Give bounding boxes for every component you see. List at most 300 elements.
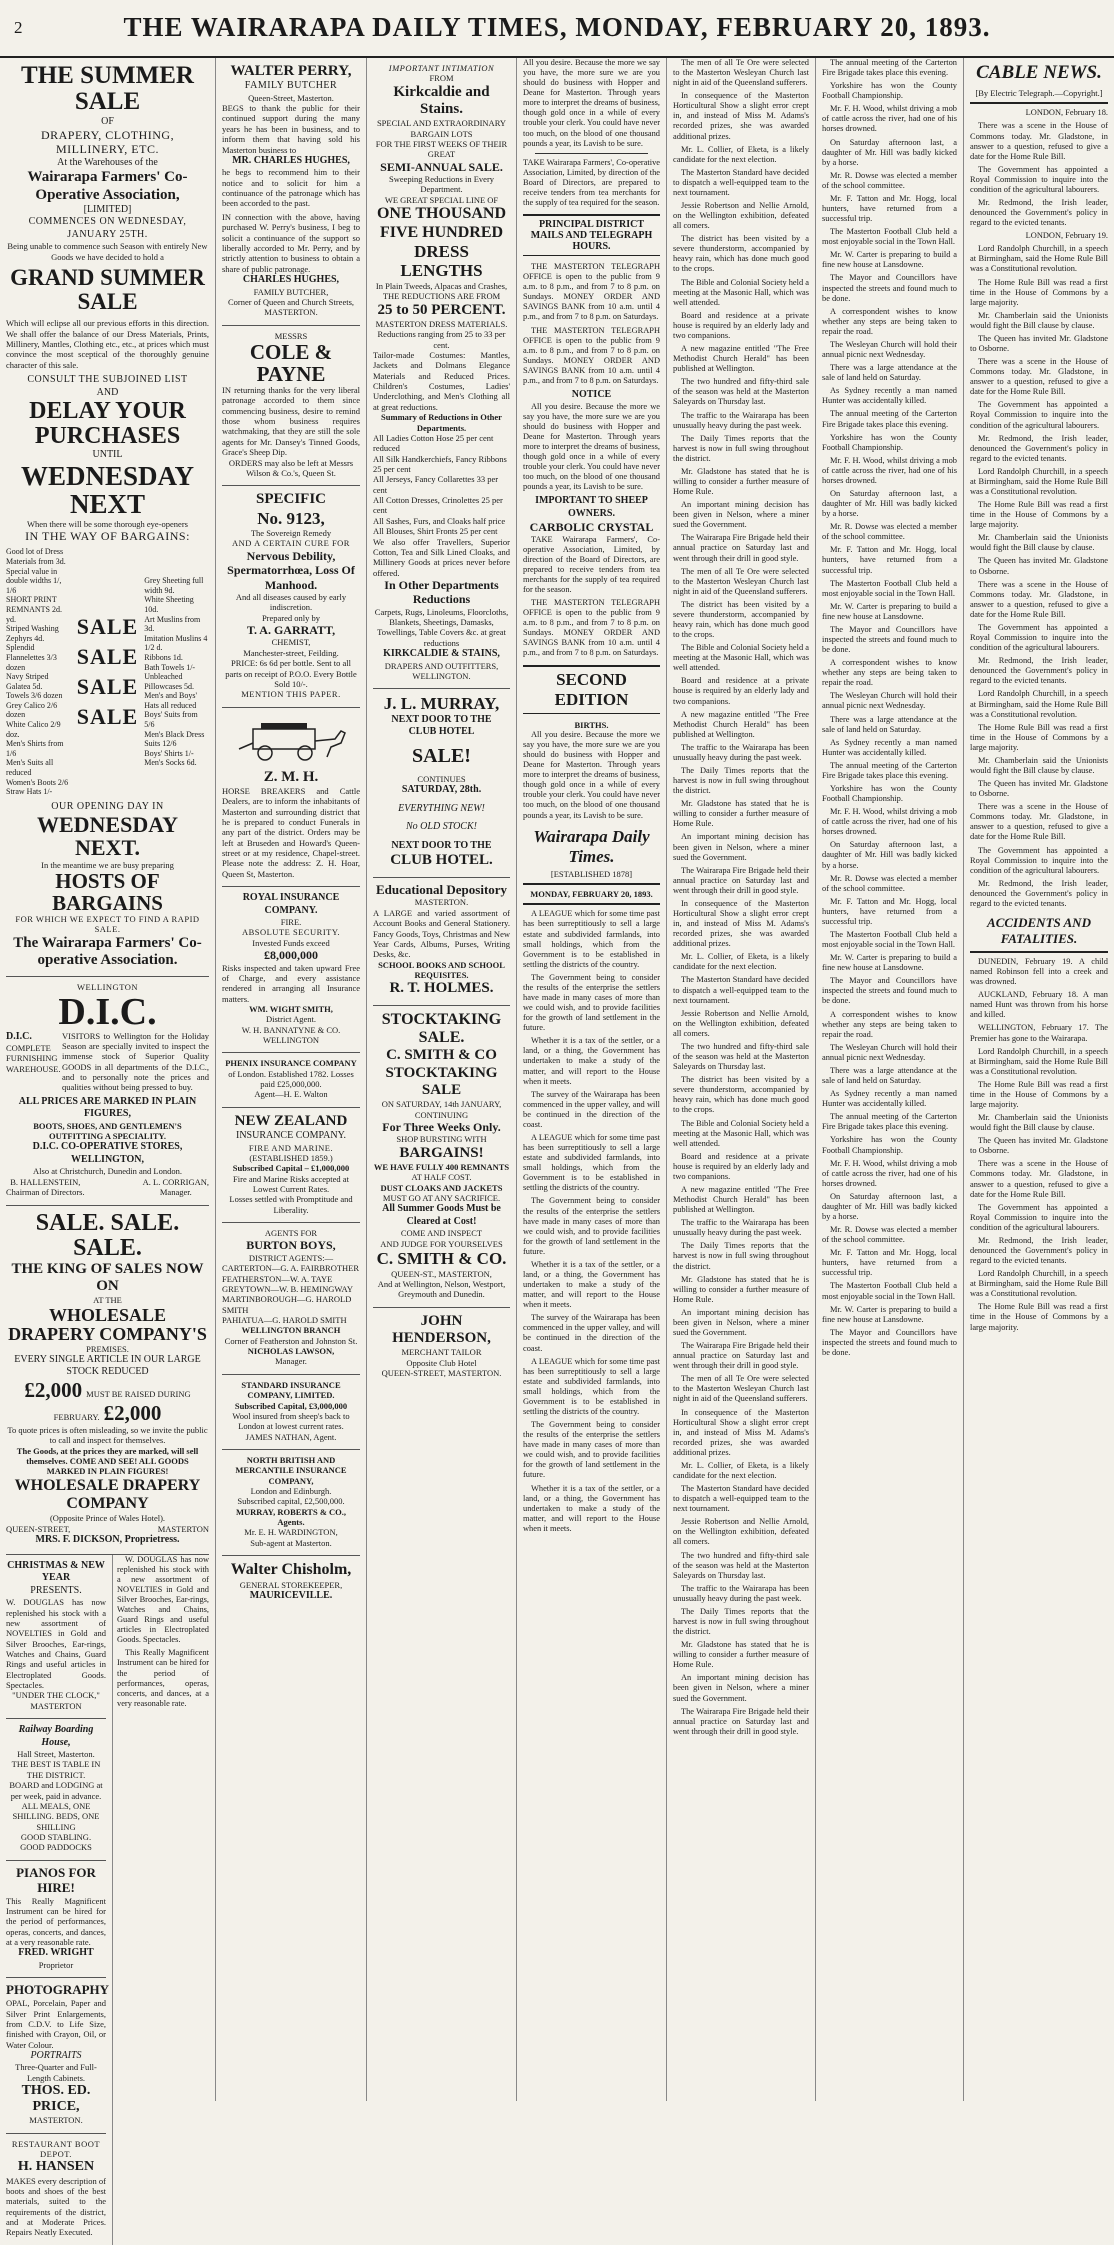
murray-next: NEXT DOOR TO THE [391,713,492,725]
stocktaking-continuing: CONTINUING [414,1109,469,1120]
xmas-hosp: "UNDER THE CLOCK," [12,1690,100,1701]
dic-sign-left-name: B. HALLENSTEIN, [10,1176,81,1187]
news-para: Board and residence at a private house is required by an elderly lady and two companions. [673,1151,809,1181]
murray-saturday: SATURDAY, 28th. [401,784,482,796]
agents-mrole: Manager. [275,1356,307,1367]
photo-price: Three-Quarter and Full-Length Cabinets. [15,2062,97,2083]
imp-for: FOR THE FIRST WEEKS OF THEIR GREAT [375,138,508,160]
stocktaking-remnants: WE HAVE FULLY 400 REMNANTS [373,1161,510,1172]
editorial-para: The Government being to consider the results of the enterprise the settlers have made in many cases of more than we could wish, and to provide facilities for the growth of land settlement in the future. [523,1420,660,1480]
royal-also: W. H. BANNATYNE & CO. WELLINGTON [241,1024,341,1046]
divider [523,903,660,905]
bootdepot-title: RESTAURANT BOOT DEPOT. [11,2138,101,2160]
imp-masterton: MASTERTON DRESS MATERIALS. [375,318,508,329]
news-para: Mr. F. Tatton and Mr. Hogg, local hunters, have returned from a successful trip. [822,545,957,575]
photo-title: PHOTOGRAPHY [6,1982,110,1998]
news-para: The men of all Te Ore were selected to the Masterton Wesleyan Church last night in aid of the Queensland sufferers. [673,58,809,88]
news-para: The district has been visited by a severe thunderstorm, accompanied by heavy rain, which has done much good to the crops. [673,1075,809,1115]
henderson-place: Opposite Club Hotel [406,1357,477,1368]
news-para: Mr. W. Carter is preparing to build a fine new house at Lansdowne. [822,953,957,973]
dic-sign-left [6,1177,85,1198]
cable-dateline: LONDON, February 19. [1025,231,1108,241]
news-para: The Bible and Colonial Society held a meeting at the Masonic Hall, which was well attended. [673,1118,809,1148]
news-para: Yorkshire has won the County Football Championship. [822,432,957,452]
news-para: Mr. W. Carter is preparing to build a fine new house at Lansdowne. [822,1304,957,1324]
news-para: On Saturday afternoon last, a daughter of Mr. Hill was badly kicked by a horse. [822,488,957,519]
news-para: Mr. Gladstone has stated that he is willing to consider a further measure of Home Rule. [673,1640,809,1670]
stocktaking-bargains: BARGAINS! [399,1144,484,1161]
bargain-item: Ribbons 1d. [144,652,183,662]
cable-para: Mr. Redmond, the Irish leader, denounced the Government's policy in regard to the evicted tenants. [970,197,1108,228]
news-para: A new magazine entitled "The Free Methodist Church Herald" has been published at Wellington. [673,344,809,374]
news-para: Jessie Robertson and Nellie Arnold, on the Wellington exhibition, defeated all comers. [673,1008,809,1038]
hughes-body: he begs to recommend him to their notice and to solicit for him a continuance of the patronage which has been accorded to the past. [222,167,360,209]
news-para: Jessie Robertson and Nellie Arnold, on the Wellington exhibition, defeated all comers. [673,201,809,231]
news-para: The Wairarapa Fire Brigade held their annual practice on Saturday last and went through their drill in good style. [673,865,809,895]
news-para: There was a large attendance at the sale of land held on Saturday. [822,714,957,734]
dic-sign-right [143,1177,209,1198]
news-para: Jessie Robertson and Nellie Arnold, on the Wellington exhibition, defeated all comers. [673,1517,809,1547]
news-para: The men of all Te Ore were selected to the Masterton Wesleyan Church last night in aid of the Queensland sufferers. [673,1374,809,1404]
dic-ad [6,977,209,1205]
col1-lower-left [6,1555,110,2245]
cable-para: Lord Randolph Churchill, in a speech at Birmingham, said the Home Rule Bill was a Constitutional revolution. [970,1269,1108,1299]
agents-manager: NICHOLAS LAWSON, [247,1346,335,1357]
phenix-title: PHENIX INSURANCE COMPANY [225,1058,357,1069]
xmas-body: W. DOUGLAS has now replenished his stock with a new assortment of NOVELTIES in Gold and Silver Brooches, Ear-rings, Watches and Chains, Guard Rings and useful articles in Electroplated Goods. Spectacles. [6,1597,106,1691]
stocktaking-queen: QUEEN-ST., MASTERTON, [391,1268,492,1279]
bargain-item: Unbleached Pillowcases 5d. [144,672,195,691]
bargain-item: Bath Towels 1/- [144,662,196,672]
news-para: The annual meeting of the Carterton Fire Brigade takes place this evening. [822,1112,957,1132]
dic-side-labels [6,1030,61,1093]
imp-list [373,433,510,537]
news-para: The Daily Times reports that the harvest is now in full swing throughout the district. [673,766,809,796]
stocktaking-judge: AND JUDGE FOR YOURSELVES [380,1238,503,1249]
bargain-item: Special value in double widths 1/, 1/6 [6,566,62,595]
boarding-all: ALL MEALS, ONE SHILLING. BEDS, ONE SHILLING [12,1800,100,1832]
wholesale-props: MRS. F. DICKSON, Proprietress. [35,1534,180,1546]
news-para: The traffic to the Wairarapa has been unusually heavy during the past week. [673,742,809,762]
royal-agent: WM. WIGHT SMITH, [249,1003,333,1014]
nbm-sub: Sub-agent at Masterton. [250,1537,332,1548]
wholesale-every: EVERY SINGLE ARTICLE IN OUR LARGE STOCK REDUCED [14,1353,201,1378]
boarding-place: Hall Street, Masterton. [17,1749,95,1760]
chisholm-role: GENERAL STOREKEEPER, [239,1579,343,1590]
henderson-name: JOHN HENDERSON, [392,1312,491,1346]
dic-sign-right-role: Manager. [159,1187,192,1198]
bootdepot-body: MAKES every description of boots and shoes of the best materials, suited to the requirements of the district, and at Moderate Prices. Repairs Neatly Executed. [6,2175,106,2238]
news-para: A correspondent wishes to know whether any steps are being taken to repair the road. [822,306,957,336]
stocktaking-three: For Three Weeks Only. [382,1119,501,1134]
divider [535,153,648,154]
bargain-item: Men's Suits all reduced [6,758,54,778]
imp-plain: In Plain Tweeds, Alpacas and Crashes, [375,281,508,291]
cable-para: There was a scene in the House of Commons today. Mr. Gladstone, in answer to a question, refused to give a date for the Home Rule Bill. [970,579,1108,619]
bargain-item: Splendid Flannelettes 3/3 dozen [6,643,57,672]
divider [970,102,1108,104]
imp-special: SPECIAL AND EXTRAORDINARY BARGAIN LOTS [376,118,507,139]
edu-title: Educational Depository [375,881,508,897]
bargain-list-left [6,547,71,796]
perry-role: FAMILY BUTCHER [244,80,338,92]
news-para: The Masterton Standard have decided to dispatch a well-equipped team to the next tournament. [673,975,809,1005]
bargain-item: Boys' Suits from 5/6 [144,710,198,730]
news-para: The Masterton Football Club held a most enjoyable social in the Town Hall. [822,227,957,247]
accidents-heading: ACCIDENTS AND FATALITIES. [987,914,1091,946]
cable-para: Lord Randolph Churchill, in a speech at Birmingham, said the Home Rule Bill was a Constitutional revolution. [970,689,1108,719]
carbolic-heading: CARBOLIC CRYSTAL [529,520,654,535]
births-heading: BIRTHS. [574,719,609,730]
summer-sale-until: UNTIL [92,449,123,461]
editorial-para: A LEAGUE which for some time past has been surreptitiously to sell a large estate and subdivided farmlands, into small holdings, which from the Government is to be established in settling the districts of the country. [523,909,660,969]
summer-sale-subtitle: DRAPERY, CLOTHING, MILLINERY, ETC. [40,128,175,157]
imp-semi: SEMI-ANNUAL SALE. [380,159,503,174]
opening-day: OUR OPENING DAY IN [51,800,164,812]
wholesale-at-the: AT THE [93,1295,122,1306]
column-7 [964,58,1114,2101]
sale-word: SALE [76,704,139,730]
nz-capital: Subscribed Capital – £1,000,000 [232,1163,350,1174]
murray-club: CLUB HOTEL [408,726,475,738]
photo-name: THOS. ED. PRICE, [21,2083,91,2115]
news-para: The annual meeting of the Carterton Fire Brigade takes place this evening. [822,409,957,429]
dic-boots: BOOTS, SHOES, AND GENTLEMEN'S OUTFITTING A SPECIALITY. [33,1120,182,1142]
column-1 [0,58,216,2238]
wholesale-street: QUEEN-STREET, [6,1523,71,1534]
zmh-ad [222,708,360,887]
agents-address: Corner of Featherston and Johnston St. [224,1335,358,1346]
col4-intro-again: All you desire. Because the more we say you have, the more sure we are you should do business with Hopper and Deane for Masterton. Through years more to interpret the dreams of business, though gold once in a while of every trouble your clerk. You could have never too much, on the blood of one thousand pounds a year, its Lavish to be sure. [523,729,660,820]
standard-agent: JAMES NATHAN, Agent. [245,1431,337,1442]
sale-word: SALE [76,644,139,670]
cable-para: The Home Rule Bill was read a first time in the House of Commons by a large majority. [970,722,1108,752]
news-para: Mr. R. Dowse was elected a member of the school committee. [822,1225,957,1245]
wholesale-sale3: SALE. SALE. SALE. [35,1209,180,1261]
news-para: The men of all Te Ore were selected to the Masterton Wesleyan Church last night in aid of the Queensland sufferers. [673,566,809,596]
wholesale-premises: PREMISES. [86,1343,129,1354]
specific-ad [222,486,360,707]
agents-sub: DISTRICT AGENTS:— [248,1252,334,1263]
news-para: Mr. Gladstone has stated that he is willing to consider a further measure of Home Rule. [673,466,809,497]
pianos-name: FRED. WRIGHT [18,1947,94,1959]
editorial-para: Whether it is a tax of the settler, or a land, or a thing, the Government has undertaken to make a study of the matter, and will report to the House when it meets. [523,1259,660,1310]
stocktaking-body: STOCKTAKING SALE [385,1064,498,1098]
royal-ad [222,887,360,1053]
cable-news-title: CABLE NEWS. [976,62,1102,83]
wednesday-next: WEDNESDAY NEXT [20,460,195,520]
cable-para: Mr. Chamberlain said the Unionists would fight the Bill clause by clause. [970,533,1108,553]
cable-para: There was a scene in the House of Commons today. Mr. Gladstone, in answer to a question, refused to give a date for the Home Rule Bill. [970,802,1108,842]
news-para: The Daily Times reports that the harvest is now in full swing throughout the district. [673,1241,809,1271]
bargain-item: Grey Calico 2/6 dozen [6,700,58,720]
kirkcaldie-ad [373,58,510,689]
hughes-sign2: FAMILY BUTCHER, [253,286,329,297]
nz-title: NEW ZEALAND [234,1112,348,1129]
stocktaking-smith: C. SMITH & CO. [376,1249,507,1269]
pianos-body: This Really Magnificent Instrument can be hired for the period of performances, operas, concerts, and dances, at a very reasonable rate. [6,1895,106,1948]
boarding-ad [6,1719,106,1861]
editorial-para: The Government being to consider the results of the enterprise the settlers have made in many cases of more than we could wish, and to provide facilities for the growth of land settlement in the future. [523,972,660,1033]
bargain-list [6,547,209,796]
cable-para: There was a scene in the House of Commons today. Mr. Gladstone, in answer to a question, refused to give a date for the Home Rule Bill. [970,1159,1108,1199]
bargain-item: Striped Washing Zephyrs 4d. [6,624,59,643]
news-para: The Wairarapa Fire Brigade held their annual practice on Saturday last and went through their drill in good style. [673,1341,809,1371]
imp-heading: IMPORTANT INTIMATION [388,63,495,73]
news-para: The Wesleyan Church will hold their annual picnic next Wednesday. [822,691,957,711]
paper-est: [ESTABLISHED 1878] [550,868,633,879]
news-para: A correspondent wishes to know whether any steps are being taken to repair the road. [822,658,957,688]
news-para: The Wesleyan Church will hold their annual picnic next Wednesday. [822,339,957,360]
cable-para: Mr. Chamberlain said the Unionists would fight the Bill clause by clause. [970,310,1108,330]
cable-para: Mr. Redmond, the Irish leader, denounced the Government's policy in regard to the evicted tenants. [970,656,1108,686]
cable-para: The Queen has invited Mr. Gladstone to Osborne. [970,556,1108,576]
bargain-item: Men's Black Dress Suits 12/6 [144,729,205,749]
wholesale-company: WHOLESALE DRAPERY COMPANY [14,1476,201,1513]
col1-filler: W. DOUGLAS has now replenished his stock with a new assortment of NOVELTIES in Gold and Silver Brooches, Ear-rings, Watches and Chains, Guard Rings and useful articles in Electroplated Goods. Spectacles. [117,1554,209,1645]
stocktaking-dust: DUST CLOAKS AND JACKETS [380,1182,503,1193]
boarding-best: THE BEST IS TABLE IN THE DISTRICT. [11,1759,101,1780]
dic-side-label: FURNISHING [6,1053,58,1064]
stocktaking-cmith: C. SMITH & CO [386,1047,497,1064]
edu-ad [373,878,510,1006]
cable-para: The Home Rule Bill was read a first time in the House of Commons by a large majority. [970,277,1108,307]
cable-dateline: LONDON, February 18. [1025,108,1108,118]
cable-para: The Home Rule Bill was read a first time in the House of Commons by a large majority. [970,1302,1108,1332]
cable-para: The Government has appointed a Royal Commission to inquire into the condition of the agricultural labourers. [970,400,1108,430]
cable-para: Lord Randolph Churchill, in a speech at Birmingham, said the Home Rule Bill was a Constitutional revolution. [970,244,1108,274]
chisholm-name: Walter Chisholm, [230,1561,352,1579]
news-para: Mr. L. Collier, of Eketa, is a likely candidate for the next election. [673,1460,809,1480]
cable-para: The Home Rule Bill was read a first time in the House of Commons by a large majority. [970,1079,1108,1109]
imp-name: Kirkcaldie and Stains. [393,83,490,117]
nbm-agent2: Mr. E. H. WARDINGTON, [244,1527,338,1538]
wholesale-ad [6,1206,209,1555]
column-5 [667,58,816,2101]
imp-carpets: Carpets, Rugs, Linoleums, Floorcloths, Blankets, Sheetings, Damasks, Towellings, Table Covers &c. at great reductions [374,606,509,648]
bargain-item: Men's Socks 6d. [144,758,197,768]
perry-ad [222,58,360,326]
wednesday-next-2: WEDNESDAY NEXT. [36,812,178,861]
cable-para: The Government has appointed a Royal Commission to inquire into the condition of the agricultural labourers. [970,164,1108,194]
news-para: The traffic to the Wairarapa has been unusually heavy during the past week. [673,1583,809,1603]
murray-continues: CONTINUES [417,773,466,784]
news-para: Mr. F. H. Wood, whilst driving a mob of cattle across the river, had one of his horses drowned. [822,104,957,134]
col4-intro-repeat: All you desire. Because the more we say you have, the more sure we are you should do business with Hopper and Deane for Masterton. Through years more to interpret the dreams of business, though gold once in a while of every trouble your clerk. You could have never too much, on the blood of one thousand pounds a year, its Lavish to be sure. [523,401,660,492]
sale-word-stack [77,614,138,730]
cable-para: The Queen has invited Mr. Gladstone to Osborne. [970,333,1108,353]
summer-sale-ad [6,58,209,977]
hosts-of-bargains: HOSTS OF BARGAINS [52,868,163,915]
henderson-role: MERCHANT TAILOR [401,1347,482,1358]
news-para: There was a large attendance at the sale of land held on Saturday. [822,363,957,383]
news-para: The Wairarapa Fire Brigade held their annual practice on Saturday last and went through their drill in good style. [673,533,809,563]
cable-para: Lord Randolph Churchill, in a speech at Birmingham, said the Home Rule Bill was a Constitutional revolution. [970,1046,1108,1076]
news-para: As Sydney recently a man named Hunter was accidentally killed. [822,1089,957,1109]
page-number: 2 [14,18,23,37]
divider [523,883,660,885]
news-para: An important mining decision has been given in Nelson, where a miner sued the Government. [673,832,809,862]
news-para: Mr. W. Carter is preparing to build a fine new house at Lansdowne. [822,601,957,621]
paper-date: MONDAY, FEBRUARY 20, 1893. [530,888,653,899]
imp-sweeping: Sweeping Reductions in Every Department. [388,174,495,195]
specific-and: AND A CERTAIN CURE FOR [232,538,350,549]
imp-onethousand: ONE THOUSAND [376,205,507,223]
col1-lower-split [6,1555,209,2245]
murray-no-old: No OLD STOCK! [406,821,477,833]
masthead [0,0,1114,58]
principal-mails-heading: PRINCIPAL DISTRICT MAILS AND TELEGRAPH HOURS. [523,214,660,256]
nz-fire: FIRE AND MARINE. [248,1142,334,1153]
bargain-item: Women's Boots 2/6 [6,777,69,787]
news-para: The Bible and Colonial Society held a meeting at the Masonic Hall, which was well attended. [673,277,809,307]
phenix-body: of London. Established 1782. Losses paid £25,000,000. [228,1068,354,1090]
imp-pct: 25 to 50 PERCENT. [377,301,506,318]
henderson-town: QUEEN-STREET, MASTERTON. [381,1367,502,1378]
news-para: The Masterton Standard have decided to dispatch a well-equipped team to the next tournament. [673,167,809,197]
wholesale-body: To quote prices is often misleading, so we invite the public to call and inspect for themselves. [7,1424,208,1446]
cable-para: The Home Rule Bill was read a first time in the House of Commons by a large majority. [970,500,1108,530]
news-para: Mr. Gladstone has stated that he is willing to consider a further measure of Home Rule. [673,799,809,829]
xmas-heading: CHRISTMAS & NEW YEAR [7,1559,105,1584]
nbm-subscribed: Subscribed capital, £2,500,000. [237,1496,345,1507]
boarding-lodging: BOARD and LODGING at per week, paid in advance. [9,1780,103,1801]
dic-plain: ALL PRICES ARE MARKED IN PLAIN FIGURES, [18,1095,197,1120]
murray-name: J. L. MURRAY, [383,694,500,714]
news-para: A new magazine entitled "The Free Methodist Church Herald" has been published at Wellington. [673,709,809,739]
second-edition-heading: SECOND EDITION [523,665,660,714]
news-para: In consequence of the Masterton Horticultural Show a slight error crept in, and instead of Miss M. Adams's recorded prizes, she was awarded additional prizes. [673,898,809,949]
nbm-place: London and Edinburgh. [250,1486,332,1497]
dic-sign-left-role: Chairman of Directors. [6,1187,85,1198]
accident-para: WELLINGTON, February 17. The Premier has gone to the Wairarapa. [970,1023,1108,1043]
agents-list [222,1263,360,1325]
murray-bottom: NEXT DOOR TO THE [391,839,492,851]
cable-para: The Government has appointed a Royal Commission to inquire into the condition of the agricultural labourers. [970,1202,1108,1232]
stocktaking-half: AT HALF COST. [411,1172,472,1183]
news-para: An important mining decision has been given in Nelson, where a miner sued the Government. [673,1307,809,1337]
phenix-agent: Agent—H. E. Walton [254,1089,328,1100]
bargain-item: Art Muslins from 3d. [144,614,201,634]
cable-news-sub: [By Electric Telegraph.—Copyright.] [975,88,1103,98]
murray-club2: CLUB HOTEL. [390,852,493,869]
specific-body: Nervous Debility, Spermatorrhœa, Loss Of Manhood. [227,548,355,592]
imp-in-other: In Other Departments [384,577,499,592]
wholesale-amount: £2,000 [24,1377,83,1402]
stocktaking-address: And at Wellington, Nelson, Westport, Greymouth and Dunedin. [377,1278,506,1300]
edu-place: MASTERTON. [414,897,469,908]
news-para: The Mayor and Councillors have inspected the streets and found much to be done. [822,1327,957,1357]
news-para: The district has been visited by a severe thunderstorm, accompanied by heavy rain, which has done much good to the crops. [673,234,809,274]
summer-sale-sign: The Wairarapa Farmers' Co-operative Association. [13,934,202,968]
xmas-ad [6,1555,106,1719]
bargain-item: Good lot of Dress Materials from 3d. [6,547,66,566]
edu-body: A LARGE and varied assortment of Account Books and General Stationery. Fancy Goods, Toys, Christmas and New Year Cards, Albums, Purses, Writing Desks, &c. [373,907,510,960]
bargain-item: Men's Shirts from 1/6 [6,739,64,758]
imp-summary: Summary of Reductions in Other Departments. [381,412,502,433]
specific-name: T. A. GARRATT, [246,623,336,638]
wholesale-body2: The Goods, at the prices they are marked, will sell themselves. COME AND SEE! ALL GOODS MARKED IN PLAIN FIGURES! [16,1445,199,1477]
news-para: An important mining decision has been given in Nelson, where a miner sued the Government. [673,500,809,530]
murray-everything: EVERYTHING NEW! [398,802,485,814]
summer-sale-at: At the Warehouses of the [57,156,158,168]
news-para: The two hundred and fifty-third sale of the season was held at the Masterton Saleyards on Thursday last. [673,1041,809,1072]
photo-portraits: PORTRAITS [30,2049,82,2061]
standard-ad [222,1375,360,1450]
perry-name: WALTER PERRY, [230,63,352,79]
accident-para: AUCKLAND, February 18. A man named Hunt was thrown from his horse and killed. [970,990,1108,1020]
editorial-para: A LEAGUE which for some time past has been surreptitiously to sell a large estate and subdivided farmlands, into small holdings, which from the Government is to be established in settling the districts of the country. [523,1356,660,1417]
wholesale-opp: (Opposite Prince of Wales Hotel). [49,1513,166,1524]
royal-body: Risks inspected and taken upward Free of Charge, and every assistance rendered in arranging all Insurance matters. [222,962,360,1004]
news-para: A correspondent wishes to know whether any steps are being taken to repair the road. [822,1009,957,1039]
editorial-para: The survey of the Wairarapa has been commenced in the upper valley, and will be continued in the direction of the coast. [523,1313,660,1353]
bargain-item: Men's and Boys' Hats all reduced [144,691,197,710]
photo-body: OPAL, Porcelain, Paper and Silver Print Enlargements, from C.D.V. to Life Size, finished with Crayon, Oil, or Water Colour. [6,1998,106,2050]
imp-list-item: All Cotton Dresses, Crinolettes 25 per cent [373,495,503,516]
standard-capital: Subscribed Capital, £3,000,000 [234,1400,348,1411]
news-para: The Bible and Colonial Society held a meeting at the Masonic Hall, which was well attended. [673,643,809,673]
boarding-title: Railway Boarding House, [18,1724,94,1748]
summer-sale-when: When there will be some thorough eye-openers [27,518,188,529]
summer-sale-title: THE SUMMER SALE [21,62,194,116]
chisholm-ad [222,1556,360,1609]
news-para: Yorkshire has won the County Football Championship. [822,1135,957,1155]
nz-insurance-ad [222,1108,360,1223]
news-para: In consequence of the Masterton Horticultural Show a slight error crept in, and instead of Miss M. Adams's recorded prizes, she was awarded additional prizes. [673,1407,809,1457]
hughes-name: MR. CHARLES HUGHES, [232,154,350,166]
nz-est: (ESTABLISHED 1859.) [249,1152,333,1163]
cole-body: IN returning thanks for the very liberal patronage accorded to them since commencing business, desire to remind those whom business requires watchmaking, that they are still the sole agents for Mr. Dansey's Tinned Goods, Grace's Sheep Dip. [222,385,360,458]
cable-para: Mr. Chamberlain said the Unionists would fight the Bill clause by clause. [970,1113,1108,1133]
dic-place: WELLINGTON [76,982,139,993]
specific-prepared: Prepared only by [261,612,321,623]
cable-para: The Government has appointed a Royal Commission to inquire into the condition of the agricultural labourers. [970,622,1108,653]
paper-banner-title: Wairarapa Daily Times. [533,826,650,866]
news-para: Mr. F. Tatton and Mr. Hogg, local hunters, have returned from a successful trip. [822,1248,957,1278]
cable-para: The Queen has invited Mr. Gladstone to Osborne. [970,1136,1108,1156]
agent-item: FEATHERSTON—W. A. TAYE [222,1273,333,1284]
imp-list-item: All Blouses, Shirt Fronts 25 per cent [373,526,498,537]
cable-para: Lord Randolph Churchill, in a speech at Birmingham, said the Home Rule Bill was a Constitutional revolution. [970,466,1108,497]
sale-word: SALE [76,674,139,700]
nz-body: Fire and Marine Risks accepted at Lowest Current Rates. [233,1173,349,1195]
bootdepot-ad [6,2134,106,2245]
bargain-item: White Calico 2/9 doz. [6,720,61,739]
news-para: The Mayor and Councillors have inspected the streets and found much to be done. [822,273,957,303]
news-para: The Mayor and Councillors have inspected the streets and found much to be done. [822,976,957,1006]
summer-sale-in-way: IN THE WAY OF BARGAINS: [25,529,190,543]
edu-name: R. T. HOLMES. [389,980,494,997]
photo-ad [6,1978,110,2134]
chisholm-place: MAURICEVILLE. [249,1589,333,1601]
masthead-title: THE WAIRARAPA DAILY TIMES, MONDAY, FEBRUARY 20, 1893. [123,12,991,42]
summer-sale-commences: COMMENCES ON WEDNESDAY, JANUARY 25TH. [28,216,187,240]
bootdepot-name: H. HANSEN [17,2159,95,2175]
pianos-ad [6,1861,106,1979]
dic-sign-right-name: A. L. CORRIGAN, [142,1176,209,1187]
xmas-place: MASTERTON [30,1700,82,1711]
imp-offer: WE GREAT SPECIAL LINE OF [384,194,499,205]
murray-ad [373,689,510,877]
news-para: Mr. L. Collier, of Eketa, is a likely candidate for the next election. [673,144,809,164]
imp-body: Tailor-made Costumes: Mantles, Jackets and Dolmans Elegance Materials and Reduced Prices. Children's Costumes, Ladies' Underclothing, and Men's Clothing all at great reductions. [373,350,510,412]
cable-para: There was a scene in the House of Commons today. Mr. Gladstone, in answer to a question, refused to give a date for the Home Rule Bill. [970,357,1108,397]
col4-banner-repeat: TAKE Wairarapa Farmers', Co-operative Association, Limited, by direction of the Board of Directors, are prepared to receive tenders from tea merchants for the supply of tea required for the season. [523,534,660,595]
edu-school: SCHOOL BOOKS AND SCHOOL REQUISITES. [378,959,505,980]
news-para: The annual meeting of the Carterton Fire Brigade takes place this evening. [822,58,957,78]
summer-sale-of: OF [101,115,114,127]
